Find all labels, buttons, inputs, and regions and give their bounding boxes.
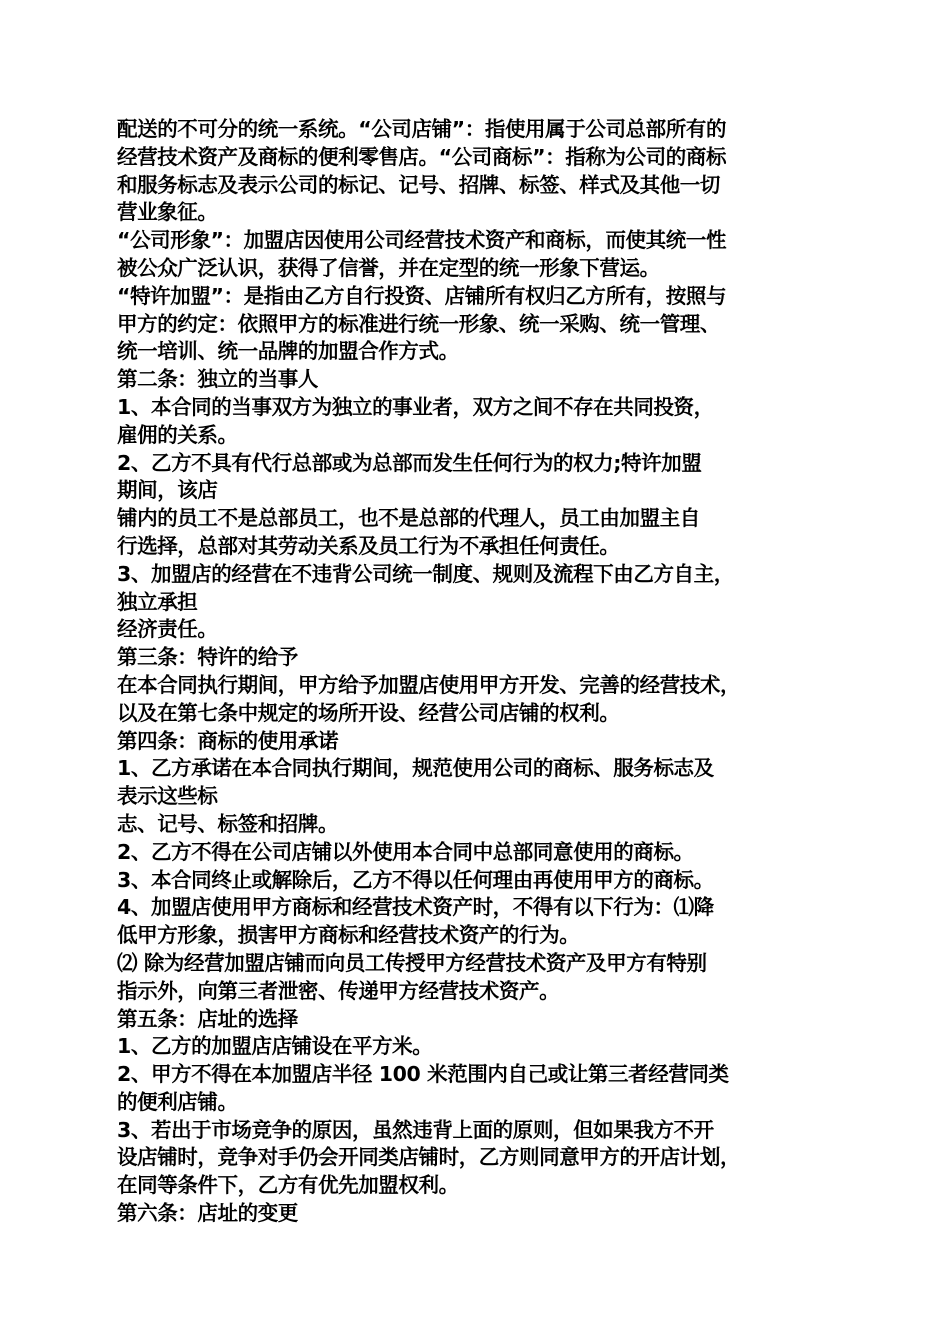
text-line: 1、乙方承诺在本合同执行期间，规范使用公司的商标、服务标志及 bbox=[117, 756, 714, 781]
text-line: 和服务标志及表示公司的标记、记号、招牌、标签、样式及其他一切 bbox=[117, 172, 720, 197]
text-line: 营业象征。 bbox=[117, 200, 218, 225]
contract-text bbox=[117, 116, 857, 1228]
text-line: 在本合同执行期间，甲方给予加盟店使用甲方开发、完善的经营技术， bbox=[117, 672, 741, 697]
text-line: 1、本合同的当事双方为独立的事业者，双方之间不存在共同投资， bbox=[117, 394, 714, 419]
text-line: 志、记号、标签和招牌。 bbox=[117, 811, 339, 836]
text-line: 2、甲方不得在本加盟店半径 100 米范围内自己或让第三者经营同类 bbox=[117, 1062, 729, 1087]
text-line: 表示这些标 bbox=[117, 784, 218, 809]
text-line: 雇佣的关系。 bbox=[117, 422, 238, 447]
text-line: 经济责任。 bbox=[117, 617, 218, 642]
text-line: ⑵ 除为经营加盟店铺而向员工传授甲方经营技术资产及甲方有特别 bbox=[117, 950, 707, 975]
text-line: 以及在第七条中规定的场所开设、经营公司店铺的权利。 bbox=[117, 700, 620, 725]
text-line: 3、本合同终止或解除后，乙方不得以任何理由再使用甲方的商标。 bbox=[117, 867, 714, 892]
section-heading: 第二条：独立的当事人 bbox=[117, 367, 318, 392]
text-line: 指示外，向第三者泄密、传递甲方经营技术资产。 bbox=[117, 978, 560, 1003]
text-line: 被公众广泛认识，获得了信誉，并在定型的统一形象下营运。 bbox=[117, 255, 660, 280]
text-line: 的便利店铺。 bbox=[117, 1089, 238, 1114]
section-heading: 第六条：店址的变更 bbox=[117, 1201, 298, 1226]
section-heading: 第四条：商标的使用承诺 bbox=[117, 728, 339, 753]
text-line: “特许加盟”：是指由乙方自行投资、店铺所有权归乙方所有，按照与 bbox=[117, 283, 727, 308]
text-line: 4、加盟店使用甲方商标和经营技术资产时，不得有以下行为：⑴降 bbox=[117, 895, 714, 920]
text-line: 1、乙方的加盟店店铺设在平方米。 bbox=[117, 1034, 433, 1059]
text-line: 独立承担 bbox=[117, 589, 198, 614]
text-line: 2、乙方不得在公司店铺以外使用本合同中总部同意使用的商标。 bbox=[117, 839, 694, 864]
text-line: “公司形象”：加盟店因使用公司经营技术资产和商标，而使其统一性 bbox=[117, 228, 727, 253]
text-line: 2、乙方不具有代行总部或为总部而发生任何行为的权力;特许加盟 bbox=[117, 450, 702, 475]
text-line: 低甲方形象，损害甲方商标和经营技术资产的行为。 bbox=[117, 923, 580, 948]
text-line: 3、若出于市场竞争的原因，虽然违背上面的原则，但如果我方不开 bbox=[117, 1117, 714, 1142]
text-line: 3、加盟店的经营在不违背公司统一制度、规则及流程下由乙方自主， bbox=[117, 561, 734, 586]
text-line: 设店铺时，竞争对手仍会开同类店铺时，乙方则同意甲方的开店计划， bbox=[117, 1145, 741, 1170]
text-line: 经营技术资产及商标的便利零售店。“公司商标”：指称为公司的商标 bbox=[117, 144, 727, 169]
section-heading: 第五条：店址的选择 bbox=[117, 1006, 298, 1031]
text-line: 配送的不可分的统一系统。“公司店铺”：指使用属于公司总部所有的 bbox=[117, 117, 727, 141]
text-line: 统一培训、统一品牌的加盟合作方式。 bbox=[117, 339, 459, 364]
text-line: 期间，该店 bbox=[117, 478, 218, 503]
text-line: 甲方的约定：依照甲方的标准进行统一形象、统一采购、统一管理、 bbox=[117, 311, 720, 336]
text-line: 在同等条件下，乙方有优先加盟权利。 bbox=[117, 1173, 459, 1198]
text-line: 行选择，总部对其劳动关系及员工行为不承担任何责任。 bbox=[117, 533, 620, 558]
text-line: 铺内的员工不是总部员工，也不是总部的代理人，员工由加盟主自 bbox=[117, 506, 700, 531]
section-heading: 第三条：特许的给予 bbox=[117, 645, 298, 670]
